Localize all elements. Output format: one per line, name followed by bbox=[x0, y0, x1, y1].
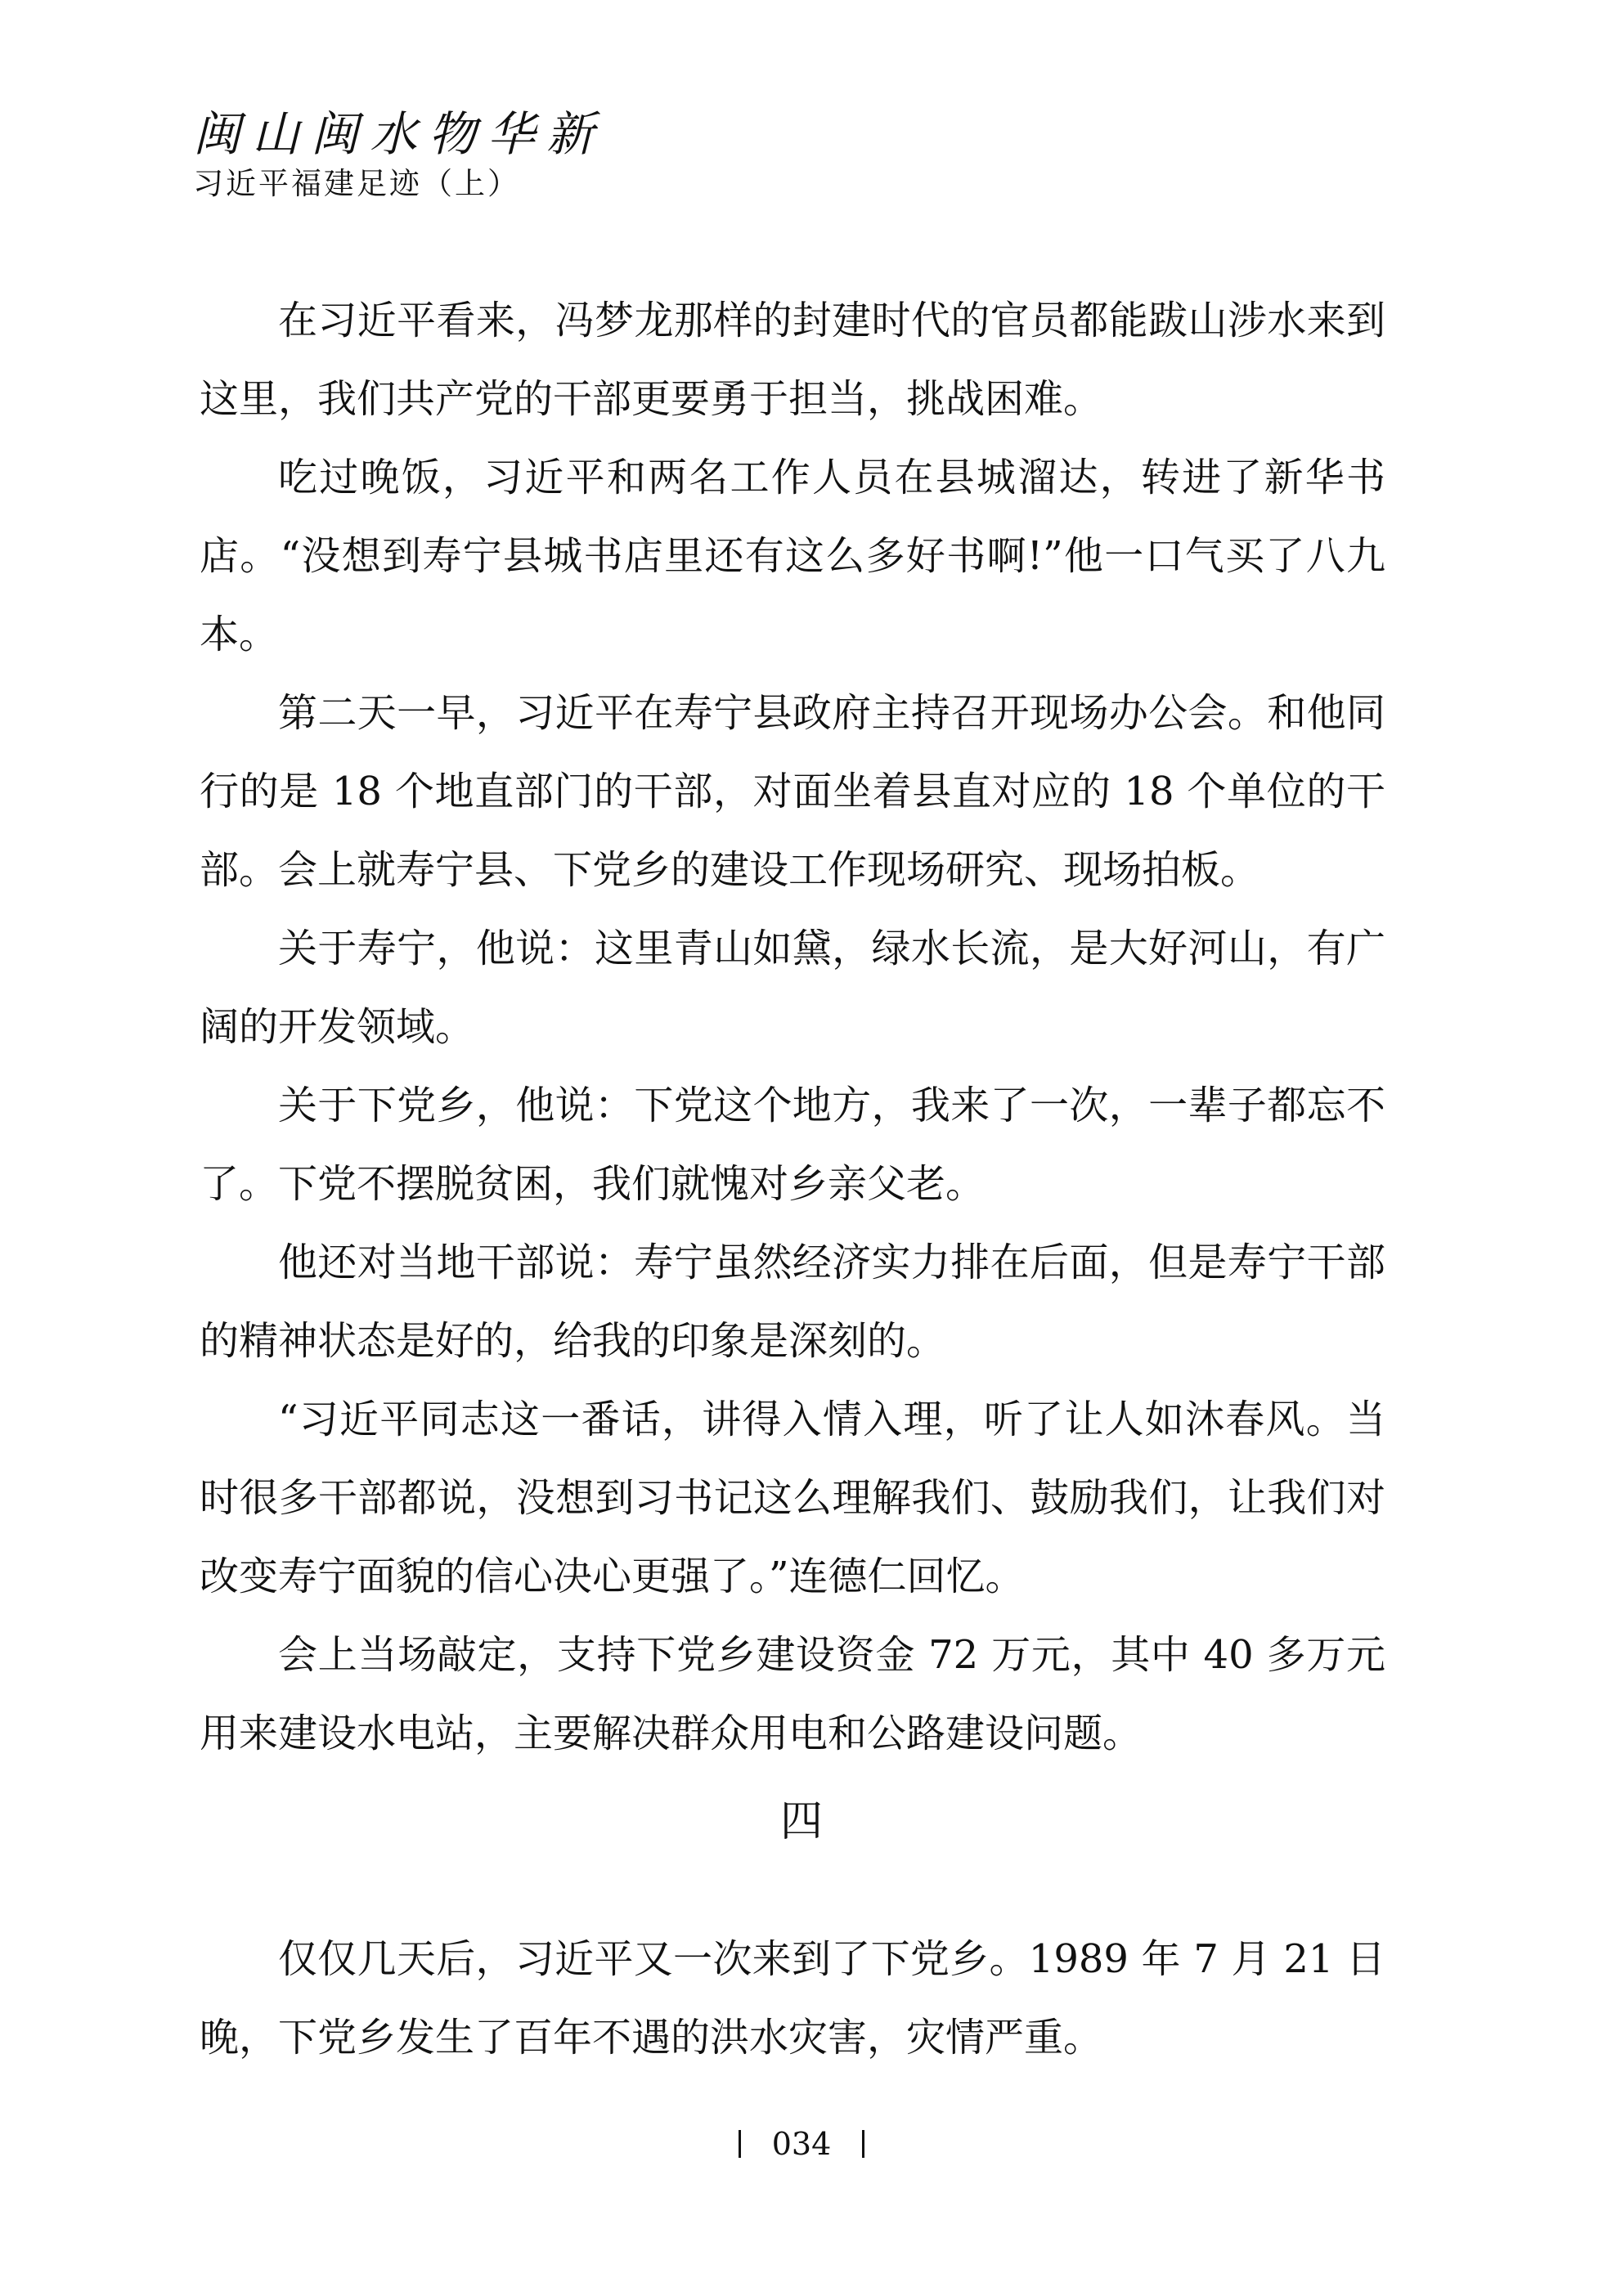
paragraph: 他还对当地干部说：寿宁虽然经济实力排在后面，但是寿宁干部的精神状态是好的，给我的印象是深刻的。 bbox=[200, 1240, 1385, 1364]
running-header bbox=[193, 105, 605, 204]
paragraph: 第二天一早，习近平在寿宁县政府主持召开现场办公会。和他同行的是 18 个地直部门的干部，对面坐着县直对应的 18 个单位的干部。会上就寿宁县、下党乡的建设工作现场研究、现场拍板。 bbox=[200, 690, 1385, 893]
paragraph: “习近平同志这一番话，讲得入情入理，听了让人如沐春风。当时很多干部都说，没想到习书记这么理解我们、鼓励我们，让我们对改变寿宁面貌的信心决心更强了。”连德仁回忆。 bbox=[200, 1397, 1385, 1599]
page-number: 034 bbox=[771, 2125, 832, 2162]
page-footer bbox=[0, 2116, 1603, 2168]
section-body-text bbox=[200, 1920, 1385, 2077]
paragraph: 仅仅几天后，习近平又一次来到了下党乡。1989 年 7 月 21 日晚，下党乡发生了百年不遇的洪水灾害，灾情严重。 bbox=[200, 1936, 1385, 2061]
footer-right-rule bbox=[862, 2130, 864, 2158]
body-text bbox=[200, 281, 1385, 1773]
paragraph: 在习近平看来，冯梦龙那样的封建时代的官员都能跋山涉水来到这里，我们共产党的干部更要勇于担当，挑战困难。 bbox=[200, 298, 1385, 422]
paragraph: 关于下党乡，他说：下党这个地方，我来了一次，一辈子都忘不了。下党不摆脱贫困，我们就愧对乡亲父老。 bbox=[200, 1083, 1385, 1207]
series-title: 闽山闽水物华新 bbox=[193, 106, 606, 162]
book-subtitle: 习近平福建足迹（上） bbox=[193, 166, 520, 201]
paragraph: 关于寿宁，他说：这里青山如黛，绿水长流，是大好河山，有广阔的开发领域。 bbox=[200, 926, 1385, 1050]
paragraph: 吃过晚饭，习近平和两名工作人员在县城溜达，转进了新华书店。“没想到寿宁县城书店里还有这么多好书啊!”他一口气买了八九本。 bbox=[200, 455, 1385, 657]
footer-left-rule bbox=[739, 2130, 741, 2158]
section-number: 四 bbox=[779, 1797, 823, 1846]
paragraph: 会上当场敲定，支持下党乡建设资金 72 万元，其中 40 多万元用来建设水电站，主要解决群众用电和公路建设问题。 bbox=[200, 1632, 1385, 1756]
